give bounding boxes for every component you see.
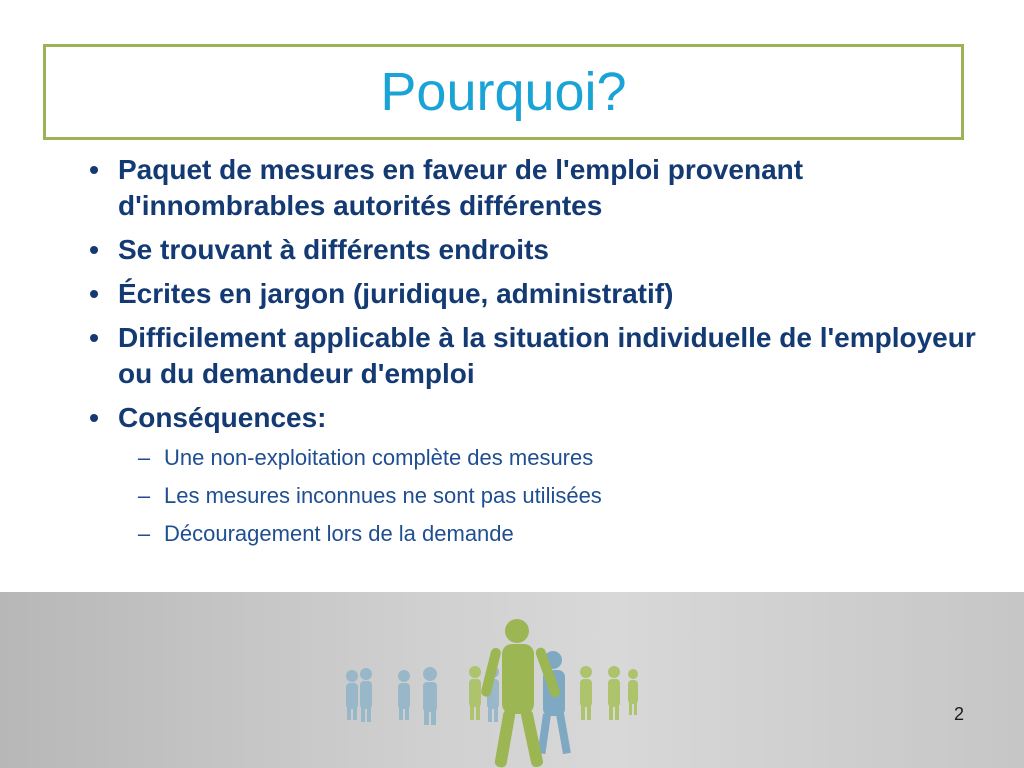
sub-bullet-item [124,482,990,510]
sub-bullet-marker: – [137,483,151,508]
page-number: 2 [953,704,964,724]
title-box [43,44,964,140]
bullet-item [70,400,990,436]
bullet-text: Difficilement applicable à la situation individuelle de l'employeur ou du demandeur d'emploi [118,322,976,389]
bullet-text: Se trouvant à différents endroits [118,234,549,265]
sub-bullet-marker: – [137,521,151,546]
sub-bullet-text: Découragement lors de la demande [164,521,514,546]
bullet-text: Écrites en jargon (juridique, administratif) [118,278,674,309]
slide-title: Pourquoi? [380,62,627,122]
bullet-marker: • [89,278,99,309]
slide-content [70,152,990,558]
bullet-marker: • [89,402,99,433]
bullet-item [70,232,990,268]
bullet-marker: • [89,154,99,185]
bullet-text: Conséquences: [118,402,327,433]
bullet-marker: • [89,234,99,265]
bullet-item [70,152,990,224]
bullet-item [70,320,990,392]
sub-bullet-item [124,444,990,472]
footer-people-banner [0,592,1024,768]
sub-bullet-item [124,520,990,548]
bullet-text: Paquet de mesures en faveur de l'emploi provenant d'innombrables autorités différentes [118,154,804,221]
bullet-marker: • [89,322,99,353]
bullet-item [70,276,990,312]
people-silhouettes-illustration [0,592,1024,768]
sub-bullet-text: Une non-exploitation complète des mesures [164,445,594,470]
sub-bullet-text: Les mesures inconnues ne sont pas utilisées [164,483,602,508]
sub-bullet-marker: – [137,445,151,470]
